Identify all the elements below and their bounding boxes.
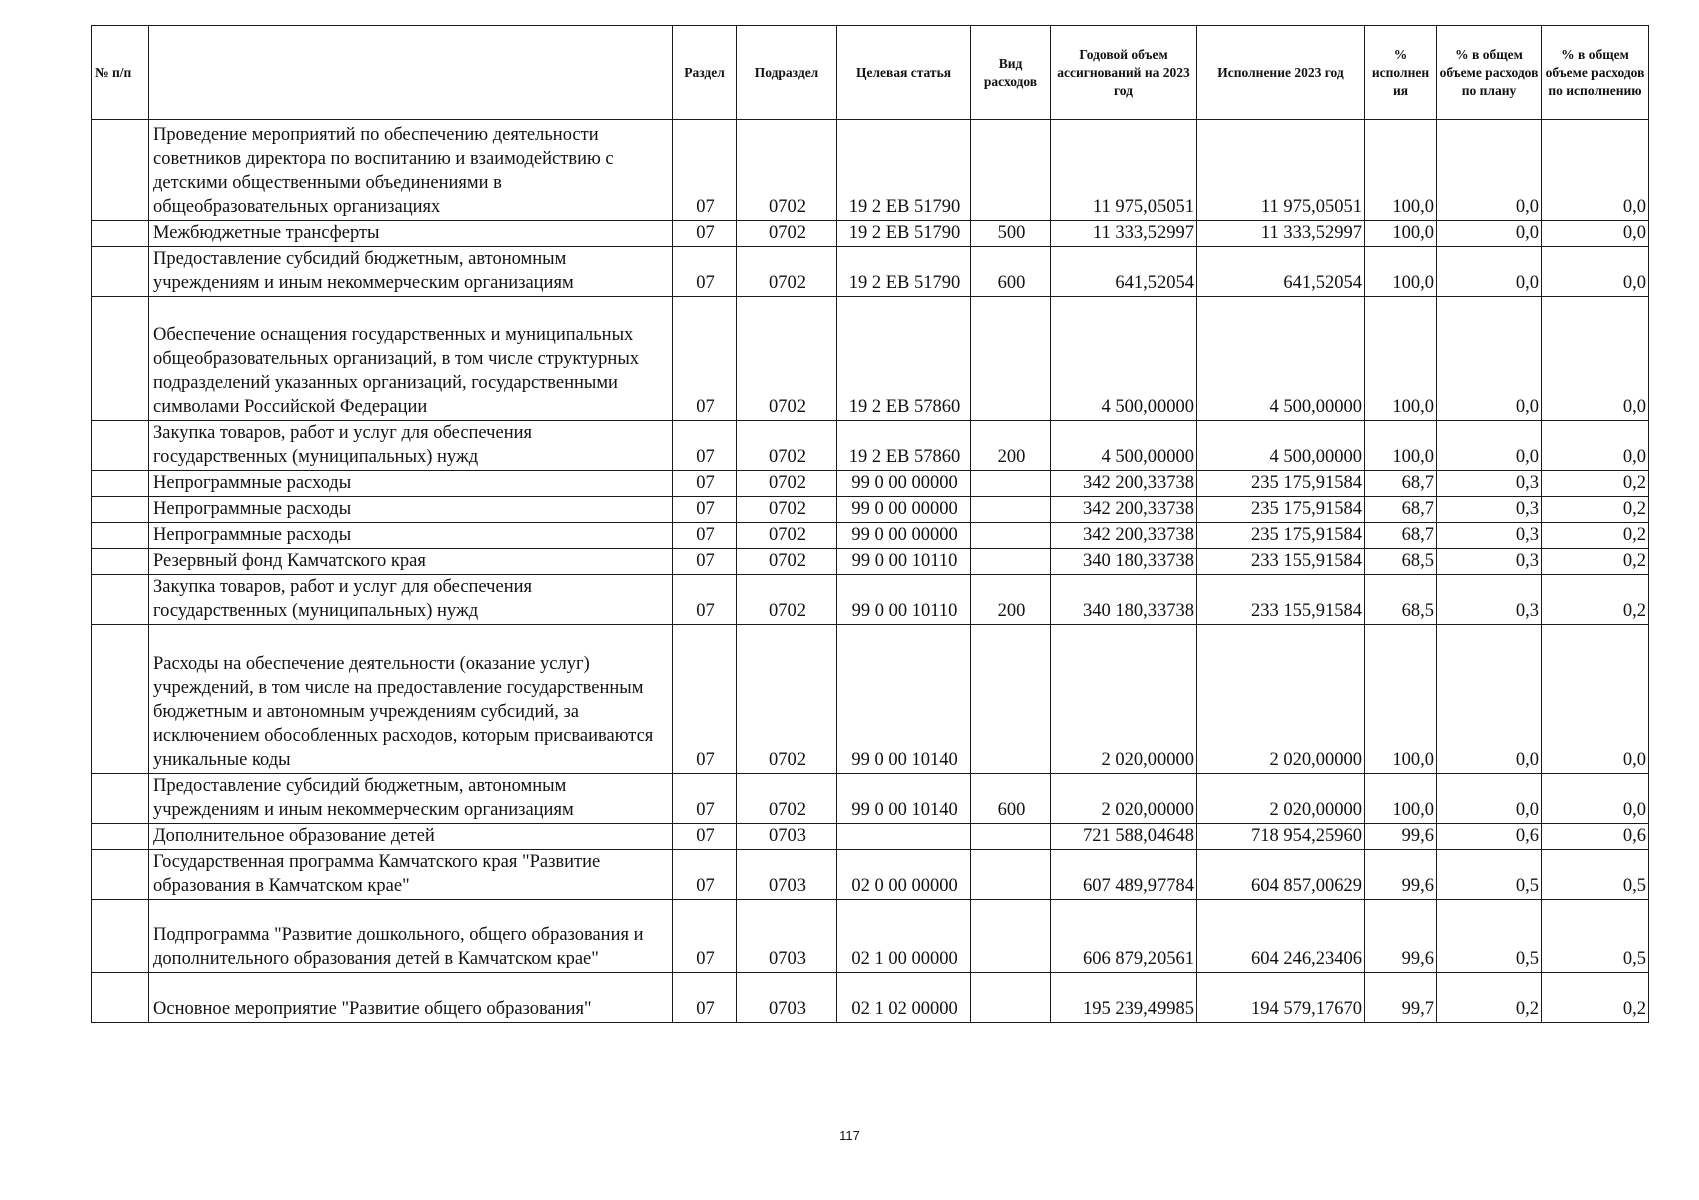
cell-target-article: 99 0 00 00000 bbox=[837, 471, 971, 497]
cell-execution-percent: 100,0 bbox=[1365, 625, 1437, 774]
cell-execution-percent: 68,7 bbox=[1365, 523, 1437, 549]
cell-podrazdel: 0702 bbox=[737, 471, 837, 497]
cell-num bbox=[92, 850, 149, 900]
cell-podrazdel: 0702 bbox=[737, 421, 837, 471]
cell-expense-type: 200 bbox=[971, 575, 1051, 625]
cell-execution: 4 500,00000 bbox=[1197, 297, 1365, 421]
cell-num bbox=[92, 247, 149, 297]
cell-annual-plan: 4 500,00000 bbox=[1051, 421, 1197, 471]
table-row bbox=[92, 471, 1649, 497]
cell-expense-type bbox=[971, 497, 1051, 523]
cell-razdel: 07 bbox=[673, 523, 737, 549]
cell-razdel: 07 bbox=[673, 850, 737, 900]
cell-expense-type bbox=[971, 120, 1051, 221]
cell-target-article: 02 1 02 00000 bbox=[837, 973, 971, 1023]
cell-share-plan: 0,0 bbox=[1437, 421, 1542, 471]
cell-target-article: 19 2 EB 57860 bbox=[837, 421, 971, 471]
cell-annual-plan: 342 200,33738 bbox=[1051, 471, 1197, 497]
cell-share-plan: 0,0 bbox=[1437, 120, 1542, 221]
cell-annual-plan: 4 500,00000 bbox=[1051, 297, 1197, 421]
cell-share-plan: 0,0 bbox=[1437, 247, 1542, 297]
header-share-plan: % в общем объеме расходов по плану bbox=[1437, 26, 1542, 120]
cell-share-plan: 0,0 bbox=[1437, 625, 1542, 774]
cell-execution-percent: 100,0 bbox=[1365, 297, 1437, 421]
header-num: № п/п bbox=[92, 26, 149, 120]
cell-share-fact: 0,2 bbox=[1542, 549, 1649, 575]
table-row bbox=[92, 120, 1649, 221]
cell-num bbox=[92, 221, 149, 247]
cell-share-plan: 0,0 bbox=[1437, 221, 1542, 247]
cell-execution: 233 155,91584 bbox=[1197, 575, 1365, 625]
cell-share-plan: 0,5 bbox=[1437, 850, 1542, 900]
cell-share-fact: 0,0 bbox=[1542, 120, 1649, 221]
cell-podrazdel: 0702 bbox=[737, 575, 837, 625]
cell-execution: 2 020,00000 bbox=[1197, 774, 1365, 824]
cell-annual-plan: 2 020,00000 bbox=[1051, 625, 1197, 774]
cell-num bbox=[92, 973, 149, 1023]
cell-name: Предоставление субсидий бюджетным, автономным учреждениям и иным некоммерческим организациям bbox=[149, 247, 673, 297]
cell-annual-plan: 721 588,04648 bbox=[1051, 824, 1197, 850]
table-row bbox=[92, 824, 1649, 850]
table-row bbox=[92, 247, 1649, 297]
cell-execution: 11 975,05051 bbox=[1197, 120, 1365, 221]
table-row bbox=[92, 549, 1649, 575]
cell-execution-percent: 68,5 bbox=[1365, 549, 1437, 575]
header-execution-percent: % исполнен ия bbox=[1365, 26, 1437, 120]
cell-podrazdel: 0702 bbox=[737, 523, 837, 549]
cell-name: Резервный фонд Камчатского края bbox=[149, 549, 673, 575]
cell-podrazdel: 0702 bbox=[737, 549, 837, 575]
cell-razdel: 07 bbox=[673, 900, 737, 973]
cell-expense-type bbox=[971, 523, 1051, 549]
budget-execution-table bbox=[91, 25, 1649, 1023]
cell-target-article: 99 0 00 00000 bbox=[837, 497, 971, 523]
table-row bbox=[92, 575, 1649, 625]
page-number: 117 bbox=[839, 1128, 860, 1143]
cell-expense-type: 500 bbox=[971, 221, 1051, 247]
cell-num bbox=[92, 549, 149, 575]
cell-expense-type: 200 bbox=[971, 421, 1051, 471]
cell-share-plan: 0,0 bbox=[1437, 297, 1542, 421]
cell-expense-type bbox=[971, 900, 1051, 973]
cell-expense-type: 600 bbox=[971, 247, 1051, 297]
table-header-row bbox=[92, 26, 1649, 120]
cell-execution-percent: 68,7 bbox=[1365, 497, 1437, 523]
cell-share-fact: 0,0 bbox=[1542, 625, 1649, 774]
table-row bbox=[92, 523, 1649, 549]
cell-expense-type bbox=[971, 471, 1051, 497]
cell-podrazdel: 0702 bbox=[737, 120, 837, 221]
cell-share-fact: 0,0 bbox=[1542, 221, 1649, 247]
cell-target-article: 99 0 00 10140 bbox=[837, 774, 971, 824]
cell-target-article: 02 1 00 00000 bbox=[837, 900, 971, 973]
cell-share-fact: 0,2 bbox=[1542, 973, 1649, 1023]
cell-razdel: 07 bbox=[673, 471, 737, 497]
cell-razdel: 07 bbox=[673, 497, 737, 523]
cell-annual-plan: 340 180,33738 bbox=[1051, 575, 1197, 625]
cell-execution: 641,52054 bbox=[1197, 247, 1365, 297]
header-expense-type: Вид расходов bbox=[971, 26, 1051, 120]
cell-expense-type bbox=[971, 625, 1051, 774]
cell-execution: 604 246,23406 bbox=[1197, 900, 1365, 973]
cell-num bbox=[92, 774, 149, 824]
cell-razdel: 07 bbox=[673, 575, 737, 625]
cell-share-plan: 0,3 bbox=[1437, 523, 1542, 549]
cell-execution: 2 020,00000 bbox=[1197, 625, 1365, 774]
cell-execution-percent: 99,6 bbox=[1365, 900, 1437, 973]
cell-podrazdel: 0702 bbox=[737, 247, 837, 297]
cell-target-article: 99 0 00 10140 bbox=[837, 625, 971, 774]
cell-target-article: 19 2 EB 57860 bbox=[837, 297, 971, 421]
cell-execution: 718 954,25960 bbox=[1197, 824, 1365, 850]
cell-razdel: 07 bbox=[673, 297, 737, 421]
cell-execution: 235 175,91584 bbox=[1197, 471, 1365, 497]
cell-share-plan: 0,0 bbox=[1437, 774, 1542, 824]
header-razdel: Раздел bbox=[673, 26, 737, 120]
table-row bbox=[92, 774, 1649, 824]
cell-execution-percent: 100,0 bbox=[1365, 247, 1437, 297]
cell-num bbox=[92, 497, 149, 523]
cell-share-fact: 0,2 bbox=[1542, 575, 1649, 625]
table-row bbox=[92, 421, 1649, 471]
table-row bbox=[92, 973, 1649, 1023]
cell-share-fact: 0,0 bbox=[1542, 421, 1649, 471]
cell-execution: 233 155,91584 bbox=[1197, 549, 1365, 575]
cell-share-plan: 0,3 bbox=[1437, 497, 1542, 523]
cell-podrazdel: 0703 bbox=[737, 850, 837, 900]
cell-execution: 235 175,91584 bbox=[1197, 497, 1365, 523]
cell-share-plan: 0,3 bbox=[1437, 549, 1542, 575]
cell-annual-plan: 607 489,97784 bbox=[1051, 850, 1197, 900]
cell-share-plan: 0,6 bbox=[1437, 824, 1542, 850]
cell-target-article: 99 0 00 10110 bbox=[837, 549, 971, 575]
cell-razdel: 07 bbox=[673, 120, 737, 221]
cell-name: Непрограммные расходы bbox=[149, 497, 673, 523]
cell-razdel: 07 bbox=[673, 774, 737, 824]
cell-execution: 604 857,00629 bbox=[1197, 850, 1365, 900]
cell-share-fact: 0,0 bbox=[1542, 247, 1649, 297]
cell-target-article: 99 0 00 10110 bbox=[837, 575, 971, 625]
cell-razdel: 07 bbox=[673, 549, 737, 575]
cell-num bbox=[92, 523, 149, 549]
cell-name: Дополнительное образование детей bbox=[149, 824, 673, 850]
cell-expense-type bbox=[971, 824, 1051, 850]
header-target-article: Целевая статья bbox=[837, 26, 971, 120]
cell-num bbox=[92, 471, 149, 497]
cell-num bbox=[92, 900, 149, 973]
cell-share-fact: 0,2 bbox=[1542, 523, 1649, 549]
cell-num bbox=[92, 575, 149, 625]
cell-name: Закупка товаров, работ и услуг для обеспечения государственных (муниципальных) нужд bbox=[149, 575, 673, 625]
cell-execution-percent: 99,6 bbox=[1365, 824, 1437, 850]
cell-share-fact: 0,2 bbox=[1542, 471, 1649, 497]
cell-share-fact: 0,0 bbox=[1542, 297, 1649, 421]
header-execution: Исполнение 2023 год bbox=[1197, 26, 1365, 120]
cell-execution-percent: 68,5 bbox=[1365, 575, 1437, 625]
cell-execution-percent: 100,0 bbox=[1365, 120, 1437, 221]
cell-annual-plan: 2 020,00000 bbox=[1051, 774, 1197, 824]
table-row bbox=[92, 625, 1649, 774]
cell-num bbox=[92, 421, 149, 471]
cell-razdel: 07 bbox=[673, 221, 737, 247]
cell-razdel: 07 bbox=[673, 421, 737, 471]
cell-share-plan: 0,3 bbox=[1437, 575, 1542, 625]
cell-num bbox=[92, 824, 149, 850]
cell-razdel: 07 bbox=[673, 824, 737, 850]
cell-name: Обеспечение оснащения государственных и муниципальных общеобразовательных организаций, в том числе структурных подразделений указанных организаций, государственными символами Российской Федерации bbox=[149, 297, 673, 421]
cell-share-fact: 0,2 bbox=[1542, 497, 1649, 523]
cell-podrazdel: 0702 bbox=[737, 221, 837, 247]
cell-razdel: 07 bbox=[673, 625, 737, 774]
cell-share-plan: 0,5 bbox=[1437, 900, 1542, 973]
cell-name: Подпрограмма "Развитие дошкольного, общего образования и дополнительного образования детей в Камчатском крае" bbox=[149, 900, 673, 973]
header-annual-plan: Годовой объем ассигнований на 2023 год bbox=[1051, 26, 1197, 120]
cell-expense-type bbox=[971, 549, 1051, 575]
cell-num bbox=[92, 297, 149, 421]
cell-share-fact: 0,5 bbox=[1542, 900, 1649, 973]
cell-target-article: 99 0 00 00000 bbox=[837, 523, 971, 549]
cell-expense-type bbox=[971, 973, 1051, 1023]
cell-share-plan: 0,3 bbox=[1437, 471, 1542, 497]
cell-name: Расходы на обеспечение деятельности (оказание услуг) учреждений, в том числе на предоставление государственным бюджетным и автономным учреждениям субсидий, за исключением обособленных расходов, которым присваиваются уникальные коды bbox=[149, 625, 673, 774]
cell-name: Непрограммные расходы bbox=[149, 523, 673, 549]
cell-execution-percent: 100,0 bbox=[1365, 421, 1437, 471]
table-body bbox=[92, 120, 1649, 1023]
cell-execution: 194 579,17670 bbox=[1197, 973, 1365, 1023]
cell-razdel: 07 bbox=[673, 973, 737, 1023]
cell-share-fact: 0,6 bbox=[1542, 824, 1649, 850]
cell-num bbox=[92, 120, 149, 221]
cell-annual-plan: 606 879,20561 bbox=[1051, 900, 1197, 973]
table-row bbox=[92, 497, 1649, 523]
cell-execution: 4 500,00000 bbox=[1197, 421, 1365, 471]
cell-podrazdel: 0703 bbox=[737, 973, 837, 1023]
header-share-fact: % в общем объеме расходов по исполнению bbox=[1542, 26, 1649, 120]
cell-annual-plan: 11 975,05051 bbox=[1051, 120, 1197, 221]
cell-razdel: 07 bbox=[673, 247, 737, 297]
cell-podrazdel: 0702 bbox=[737, 774, 837, 824]
cell-expense-type bbox=[971, 297, 1051, 421]
cell-execution-percent: 68,7 bbox=[1365, 471, 1437, 497]
cell-name: Предоставление субсидий бюджетным, автономным учреждениям и иным некоммерческим организациям bbox=[149, 774, 673, 824]
cell-target-article: 19 2 EB 51790 bbox=[837, 120, 971, 221]
cell-name: Межбюджетные трансферты bbox=[149, 221, 673, 247]
table-row bbox=[92, 900, 1649, 973]
cell-execution-percent: 99,7 bbox=[1365, 973, 1437, 1023]
cell-name: Проведение мероприятий по обеспечению деятельности советников директора по воспитанию и взаимодействию с детскими общественными объединениями в общеобразовательных организациях bbox=[149, 120, 673, 221]
cell-name: Государственная программа Камчатского края "Развитие образования в Камчатском крае" bbox=[149, 850, 673, 900]
cell-podrazdel: 0702 bbox=[737, 497, 837, 523]
cell-share-plan: 0,2 bbox=[1437, 973, 1542, 1023]
cell-execution-percent: 100,0 bbox=[1365, 221, 1437, 247]
cell-annual-plan: 342 200,33738 bbox=[1051, 523, 1197, 549]
cell-expense-type: 600 bbox=[971, 774, 1051, 824]
header-podrazdel: Подраздел bbox=[737, 26, 837, 120]
cell-podrazdel: 0703 bbox=[737, 900, 837, 973]
cell-podrazdel: 0702 bbox=[737, 625, 837, 774]
cell-target-article: 19 2 EB 51790 bbox=[837, 247, 971, 297]
table-row bbox=[92, 297, 1649, 421]
cell-name: Закупка товаров, работ и услуг для обеспечения государственных (муниципальных) нужд bbox=[149, 421, 673, 471]
cell-podrazdel: 0702 bbox=[737, 297, 837, 421]
cell-annual-plan: 195 239,49985 bbox=[1051, 973, 1197, 1023]
cell-annual-plan: 11 333,52997 bbox=[1051, 221, 1197, 247]
cell-share-fact: 0,0 bbox=[1542, 774, 1649, 824]
cell-num bbox=[92, 625, 149, 774]
table-row bbox=[92, 850, 1649, 900]
header-name bbox=[149, 26, 673, 120]
cell-podrazdel: 0703 bbox=[737, 824, 837, 850]
cell-annual-plan: 641,52054 bbox=[1051, 247, 1197, 297]
cell-annual-plan: 342 200,33738 bbox=[1051, 497, 1197, 523]
cell-target-article bbox=[837, 824, 971, 850]
cell-name: Непрограммные расходы bbox=[149, 471, 673, 497]
cell-share-fact: 0,5 bbox=[1542, 850, 1649, 900]
cell-name: Основное мероприятие "Развитие общего образования" bbox=[149, 973, 673, 1023]
cell-execution-percent: 99,6 bbox=[1365, 850, 1437, 900]
cell-annual-plan: 340 180,33738 bbox=[1051, 549, 1197, 575]
cell-expense-type bbox=[971, 850, 1051, 900]
cell-execution-percent: 100,0 bbox=[1365, 774, 1437, 824]
cell-execution: 11 333,52997 bbox=[1197, 221, 1365, 247]
table-row bbox=[92, 221, 1649, 247]
cell-execution: 235 175,91584 bbox=[1197, 523, 1365, 549]
cell-target-article: 19 2 EB 51790 bbox=[837, 221, 971, 247]
cell-target-article: 02 0 00 00000 bbox=[837, 850, 971, 900]
